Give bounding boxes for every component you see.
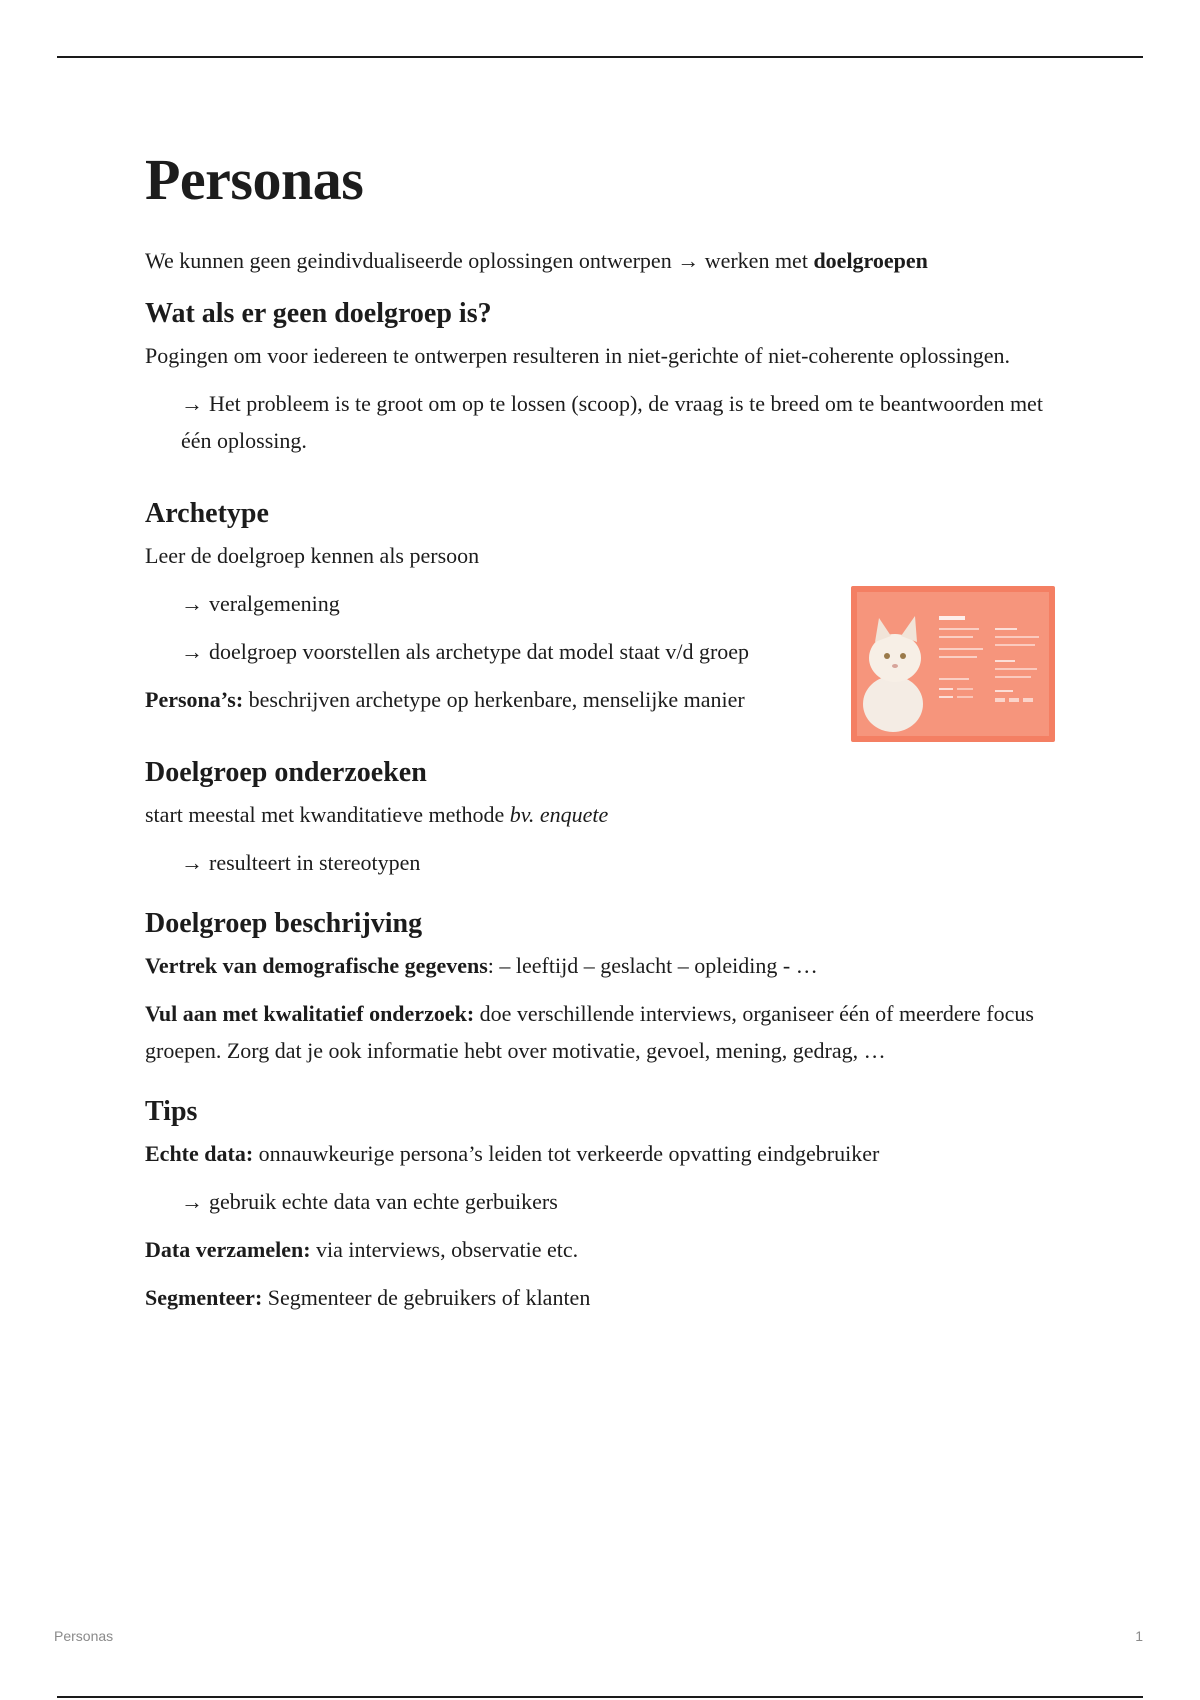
sec2-paragraph: Leer de doelgroep kennen als persoon xyxy=(145,543,480,568)
sec2-bullet-1-text: veralgemening xyxy=(209,591,340,616)
sec4-line-2 xyxy=(145,995,1045,1069)
intro-text-2: werken met xyxy=(704,248,808,273)
arrow-icon: → xyxy=(181,639,203,664)
arrow-icon: → xyxy=(181,591,203,616)
sec2-bullet-2-text: doelgroep voorstellen als archetype dat model staat v/d groep xyxy=(209,639,750,664)
tips-bullet xyxy=(145,1183,1045,1220)
persona-card-cat-image xyxy=(851,586,1055,742)
sec4-line-2-bold: Vul aan met kwalitatief onderzoek: xyxy=(145,1001,475,1026)
sec3-text: start meestal met kwanditatieve methode xyxy=(145,802,505,827)
persona-label: Persona’s: xyxy=(145,687,244,712)
heading-archetype: Archetype xyxy=(145,498,269,529)
sec4-line-1-bold: Vertrek van demografische gegevens xyxy=(145,953,488,978)
intro-bold: doelgroepen xyxy=(813,248,928,273)
cat-illustration-icon xyxy=(857,592,1049,736)
tips-bullet-text: gebruik echte data van echte gerbuikers xyxy=(209,1189,558,1214)
arrow-icon: → xyxy=(181,391,203,416)
sec4-line-1 xyxy=(145,947,1045,984)
sec3-bullet-text: resulteert in stereotypen xyxy=(209,850,421,875)
persona-card xyxy=(857,592,1049,736)
page-title: Personas xyxy=(145,147,364,212)
tips-line-2-text: via interviews, observatie etc. xyxy=(316,1237,579,1262)
tips-line-1 xyxy=(145,1135,1045,1172)
heading-description: Doelgroep beschrijving xyxy=(145,908,423,939)
tips-line-2 xyxy=(145,1231,1045,1268)
sec2-persona-definition xyxy=(145,681,765,718)
sec4-line-1-text: : – leeftijd – geslacht – opleiding - … xyxy=(487,953,818,978)
tips-line-2-bold: Data verzamelen: xyxy=(145,1237,311,1262)
intro-paragraph xyxy=(145,242,1045,279)
tips-line-3 xyxy=(145,1279,1045,1316)
arrow-icon: → xyxy=(181,1189,203,1214)
heading-research: Doelgroep onderzoeken xyxy=(145,757,427,788)
sec1-arrow-text: Het probleem is te groot om op te lossen (scoop), de vraag is te breed om te beantwoorden met één oplossing. xyxy=(181,391,1043,453)
arrow-icon: → xyxy=(181,850,203,875)
tips-line-1-text: onnauwkeurige persona’s leiden tot verkeerde opvatting eindgebruiker xyxy=(258,1141,880,1166)
sec3-paragraph xyxy=(145,796,1045,833)
sec3-bullet xyxy=(145,844,1045,881)
top-rule xyxy=(57,56,1143,58)
sec4-line-2-text: doe verschillende interviews, organiseer één of meerdere focus groepen. Zorg dat je ook informatie hebt over motivatie, gevoel, mening, gedrag, … xyxy=(145,1001,1034,1063)
sec3-italic: bv. enquete xyxy=(509,802,609,827)
persona-text: beschrijven archetype op herkenbare, menselijke manier xyxy=(248,687,745,712)
arrow-icon: → xyxy=(677,248,700,273)
bottom-rule xyxy=(57,1696,1143,1698)
sec1-paragraph: Pogingen om voor iedereen te ontwerpen resulteren in niet-gerichte of niet-coherente oplossingen. xyxy=(145,343,1011,368)
sec2-bullet-2 xyxy=(145,633,801,670)
intro-text: We kunnen geen geindivdualiseerde oplossingen ontwerpen xyxy=(145,248,672,273)
sec1-arrow-paragraph xyxy=(145,385,1045,459)
tips-line-1-bold: Echte data: xyxy=(145,1141,254,1166)
footer-page-number: 1 xyxy=(1135,1628,1143,1644)
footer-doc-title: Personas xyxy=(54,1628,114,1644)
heading-no-target-group: Wat als er geen doelgroep is? xyxy=(145,298,492,329)
tips-line-3-text: Segmenteer de gebruikers of klanten xyxy=(267,1285,591,1310)
tips-line-3-bold: Segmenteer: xyxy=(145,1285,263,1310)
heading-tips: Tips xyxy=(145,1096,198,1127)
